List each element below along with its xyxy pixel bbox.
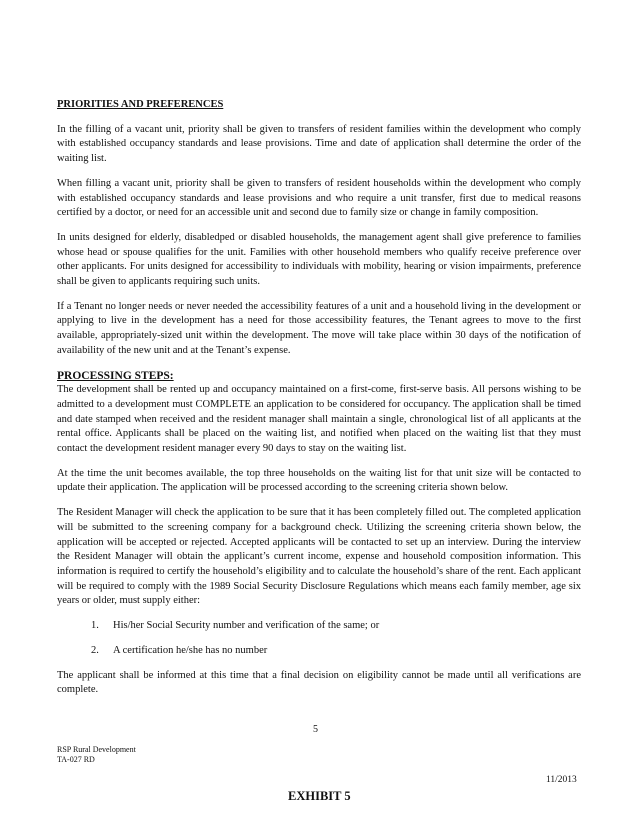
list-item-text: A certification he/she has no number bbox=[113, 644, 268, 656]
section-heading-priorities: PRIORITIES AND PREFERENCES bbox=[57, 99, 224, 110]
paragraph: In the filling of a vacant unit, priority shall be given to transfers of resident families within the development who comply with established occupancy standards and lease provisions. Time and date of application shall determine the order of the waiting list. bbox=[57, 123, 581, 165]
list-item-number: 1. bbox=[91, 620, 99, 632]
list-item bbox=[57, 644, 581, 659]
paragraph: At the time the unit becomes available, the top three households on the waiting list for that unit size will be contacted to update their application. The application will be processed according to the screening criteria shown below. bbox=[57, 467, 581, 494]
footer-line: RSP Rural Development bbox=[57, 745, 136, 754]
paragraph: The Resident Manager will check the application to be sure that it has been completely filled out. The completed application will be submitted to the screening company for a background check. Utilizing the screening criteria shown below, the application will be accepted or rejected. Accepted applicants will be contacted to set up an interview. During the interview the Resident Manager will obtain the applicant’s current income, expense and household composition information. This information is required to certify the household’s eligibility and to calculate the household’s share of the rent. Each applicant will be required to comply with the 1989 Social Security Disclosure Regulations which means each family member, age six years or older, must supply either: bbox=[57, 507, 581, 607]
paragraph: If a Tenant no longer needs or never needed the accessibility features of a unit and a household living in the development or applying to live in the development has a need for those accessibility features, the Tenant agrees to move to the first available, appropriately-sized unit within the development. The move will take place within 30 days of the notification of availability of the new unit and at the Tenant’s expense. bbox=[57, 300, 581, 356]
document-body bbox=[57, 98, 581, 708]
numbered-list bbox=[57, 619, 581, 658]
footer bbox=[57, 745, 136, 765]
paragraph: The applicant shall be informed at this time that a final decision on eligibility cannot be made until all verifications are complete. bbox=[57, 669, 581, 696]
footer-line: TA-027 RD bbox=[57, 755, 95, 764]
page-number: 5 bbox=[313, 724, 318, 735]
list-item bbox=[57, 619, 581, 634]
exhibit-label: EXHIBIT 5 bbox=[288, 789, 351, 803]
document-date: 11/2013 bbox=[546, 775, 577, 785]
list-item-text: His/her Social Security number and verification of the same; or bbox=[113, 620, 380, 632]
paragraph: When filling a vacant unit, priority shall be given to transfers of resident households within the development who comply with established occupancy standards and lease provisions and who require a unit transfer, first due to medical reasons certified by a doctor, or need for an accessible unit and second due to family size or change in family composition. bbox=[57, 177, 581, 219]
list-item-number: 2. bbox=[91, 644, 99, 656]
paragraph: In units designed for elderly, disabledped or disabled households, the management agent shall give preference to families whose head or spouse qualifies for the unit. Families with other household members who qualify receive preference over other applicants. For units designed for accessibility to individuals with mobility, hearing or vision impairments, preference shall be given to applicants requiring such units. bbox=[57, 231, 581, 288]
paragraph: The development shall be rented up and occupancy maintained on a first-come, first-serve basis. All persons wishing to be admitted to a development must COMPLETE an application to be considered for occupancy. The application shall be timed and date stamped when received and the resident manager shall maintain a single, chronological list of all applicants at the rental office. Applicants shall be placed on the waiting list, and notified when placed on the waiting list that they must contact the development resident manager every 90 days to stay on the waiting list. bbox=[57, 384, 581, 455]
section-heading-processing-steps: PROCESSING STEPS: bbox=[57, 369, 174, 382]
